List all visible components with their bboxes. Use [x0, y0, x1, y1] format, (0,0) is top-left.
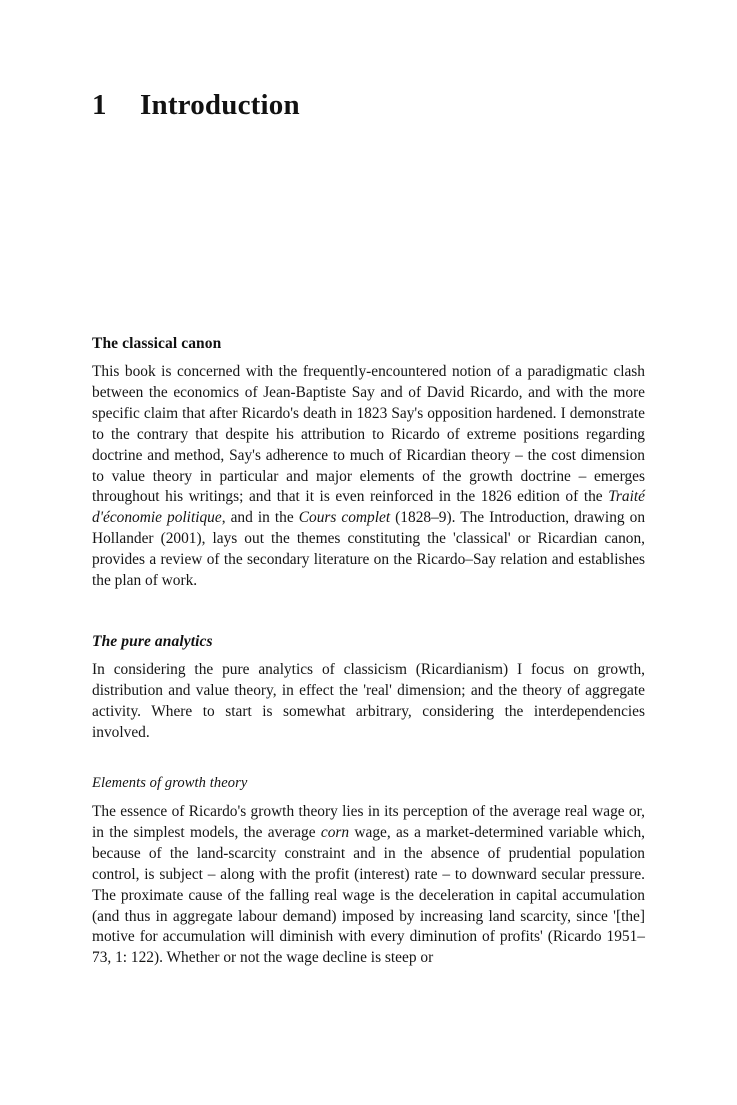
section-heading-pure-analytics: The pure analytics — [92, 633, 213, 650]
section-pure-analytics — [92, 632, 645, 744]
section-classical-canon — [92, 334, 645, 592]
section-heading-elements-of-growth-theory: Elements of growth theory — [92, 775, 248, 791]
section-heading-classical-canon: The classical canon — [92, 335, 222, 352]
paragraph-elements-of-growth-theory: The essence of Ricardo's growth theory lies in its perception of the average real wage or, in the simplest models, the average corn wage, as a market-determined variable which, because of the land-scarcity constraint and in the absence of prudential population control, is subject – along with the profit (interest) rate – to downward secular pressure. The proximate cause of the falling real wage is the deceleration in capital accumulation (and thus in aggregate labour demand) imposed by increasing land scarcity, since '[the] motive for accumulation will diminish with every diminution of profits' (Ricardo 1951–73, 1: 122). Whether or not the wage decline is steep or — [92, 803, 645, 967]
chapter-number: 1 — [92, 89, 107, 121]
paragraph-pure-analytics: In considering the pure analytics of classicism (Ricardianism) I focus on growth, distribution and value theory, in effect the 'real' dimension; and the theory of aggregate activity. Where to start is somewhat arbitrary, considering the interdependencies involved. — [92, 661, 645, 741]
paragraph-classical-canon: This book is concerned with the frequently-encountered notion of a paradigmatic clash between the economics of Jean-Baptiste Say and of David Ricardo, and with the more specific claim that after Ricardo's death in 1823 Say's opposition hardened. I demonstrate to the contrary that despite his attribution to Ricardo of extreme positions regarding doctrine and method, Say's adherence to much of Ricardian theory – the cost dimension to value theory in particular and major elements of the growth doctrine – emerges throughout his writings; and that it is even reinforced in the 1826 edition of the Traité d'économie politique, and in the Cours complet (1828–9). The Introduction, drawing on Hollander (2001), lays out the themes constituting the 'classical' or Ricardian canon, provides a review of the secondary literature on the Ricardo–Say relation and establishes the plan of work. — [92, 363, 646, 590]
section-elements-of-growth-theory — [92, 774, 645, 969]
chapter-heading — [92, 88, 645, 122]
chapter-title: Introduction — [140, 89, 300, 121]
